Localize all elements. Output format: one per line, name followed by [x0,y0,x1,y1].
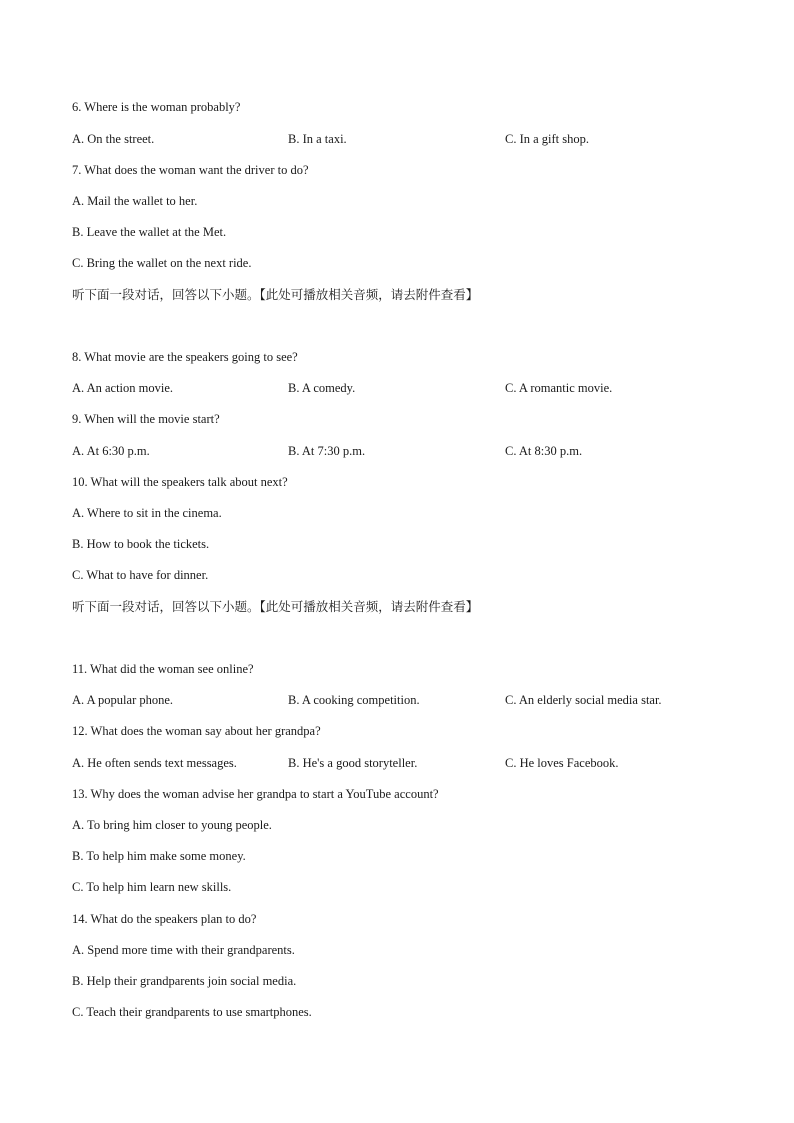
question-11-option-c: C. An elderly social media star. [505,693,662,707]
question-13-option-a: A. To bring him closer to young people. [72,818,272,832]
question-9-stem: 9. When will the movie start? [72,412,220,426]
question-7-option-b: B. Leave the wallet at the Met. [72,225,227,239]
listening-instruction-1: 听下面一段对话，回答以下小题。【此处可播放相关音频，请去附件查看】 [72,287,479,302]
question-9-option-c: C. At 8:30 p.m. [505,444,583,458]
question-6-stem: 6. Where is the woman probably? [72,100,241,114]
question-10-option-a: A. Where to sit in the cinema. [72,506,222,520]
question-10-option-b: B. How to book the tickets. [72,537,210,551]
question-14-option-b: B. Help their grandparents join social media. [72,974,297,988]
question-7-option-a: A. Mail the wallet to her. [72,194,198,208]
question-10-stem: 10. What will the speakers talk about next? [72,475,288,489]
question-13-option-c: C. To help him learn new skills. [72,880,232,894]
question-6-option-c: C. In a gift shop. [505,132,590,146]
question-9-option-b: B. At 7:30 p.m. [288,444,366,458]
question-14-option-a: A. Spend more time with their grandparents. [72,943,295,957]
question-14-option-c: C. Teach their grandparents to use smartphones. [72,1005,312,1019]
question-8-option-a: A. An action movie. [72,381,174,395]
question-12-option-a: A. He often sends text messages. [72,756,237,770]
question-13-option-b: B. To help him make some money. [72,849,246,863]
question-12-option-b: B. He's a good storyteller. [288,756,418,770]
question-8-option-c: C. A romantic movie. [505,381,613,395]
question-11-option-b: B. A cooking competition. [288,693,420,707]
question-6-option-a: A. On the street. [72,132,155,146]
question-14-stem: 14. What do the speakers plan to do? [72,912,257,926]
question-7-option-c: C. Bring the wallet on the next ride. [72,256,252,270]
question-8-stem: 8. What movie are the speakers going to see? [72,350,298,364]
question-12-option-c: C. He loves Facebook. [505,756,619,770]
question-9-option-a: A. At 6:30 p.m. [72,444,150,458]
question-8-option-b: B. A comedy. [288,381,356,395]
question-12-stem: 12. What does the woman say about her grandpa? [72,724,321,738]
question-11-option-a: A. A popular phone. [72,693,174,707]
question-10-option-c: C. What to have for dinner. [72,568,209,582]
question-7-stem: 7. What does the woman want the driver to do? [72,163,309,177]
listening-instruction-2: 听下面一段对话，回答以下小题。【此处可播放相关音频，请去附件查看】 [72,599,479,614]
question-11-stem: 11. What did the woman see online? [72,662,254,676]
question-13-stem: 13. Why does the woman advise her grandpa to start a YouTube account? [72,787,439,801]
question-6-option-b: B. In a taxi. [288,132,347,146]
